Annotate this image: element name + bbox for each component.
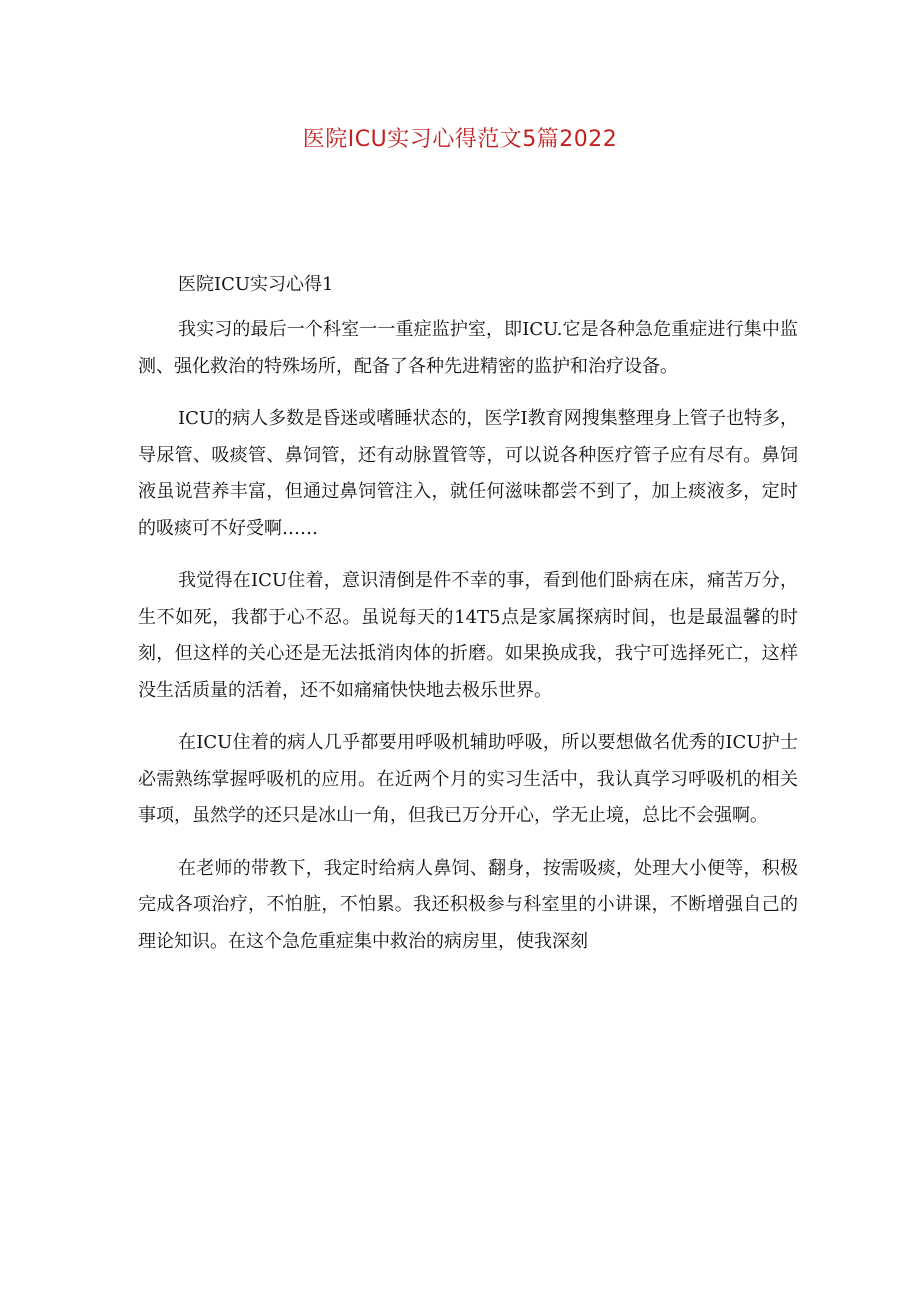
paragraph: 在老师的带教下，我定时给病人鼻饲、翻身，按需吸痰，处理大小便等，积极完成各项治疗，不怕脏，不怕累。我还积极参与科室里的小讲课，不断增强自己的理论知识。在这个急危重症集中救治的病房里，使我深刻 xyxy=(138,857,798,952)
document-body xyxy=(138,312,798,976)
section-heading: 医院ICU实习心得1 xyxy=(178,274,334,295)
paragraph: 我实习的最后一个科室一一重症监护室，即ICU.它是各种急危重症进行集中监测、强化救治的特殊场所，配备了各种先进精密的监护和治疗设备。 xyxy=(138,319,798,377)
paragraph: ICU的病人多数是昏迷或嗜睡状态的，医学I教育网搜集整理身上管子也特多，导尿管、吸痰管、鼻饲管，还有动脉置管等，可以说各种医疗管子应有尽有。鼻饲液虽说营养丰富，但通过鼻饲管注入，就任何滋味都尝不到了，加上痰液多，定时的吸痰可不好受啊…… xyxy=(138,408,798,539)
paragraph: 在ICU住着的病人几乎都要用呼吸机辅助呼吸，所以要想做名优秀的ICU护士必需熟练掌握呼吸机的应用。在近两个月的实习生活中，我认真学习呼吸机的相关事项，虽然学的还只是冰山一角，但我已万分开心，学无止境，总比不会强啊。 xyxy=(138,732,798,826)
paragraph: 我觉得在ICU住着，意识清倒是件不幸的事，看到他们卧病在床，痛苦万分，生不如死，我都于心不忍。虽说每天的14T5点是家属探病时间，也是最温馨的时刻，但这样的关心还是无法抵消肉体的折磨。如果换成我，我宁可选择死亡，这样没生活质量的活着，还不如痛痛快快地去极乐世界。 xyxy=(138,570,798,701)
document-title: 医院ICU实习心得范文5篇2022 xyxy=(302,127,618,152)
